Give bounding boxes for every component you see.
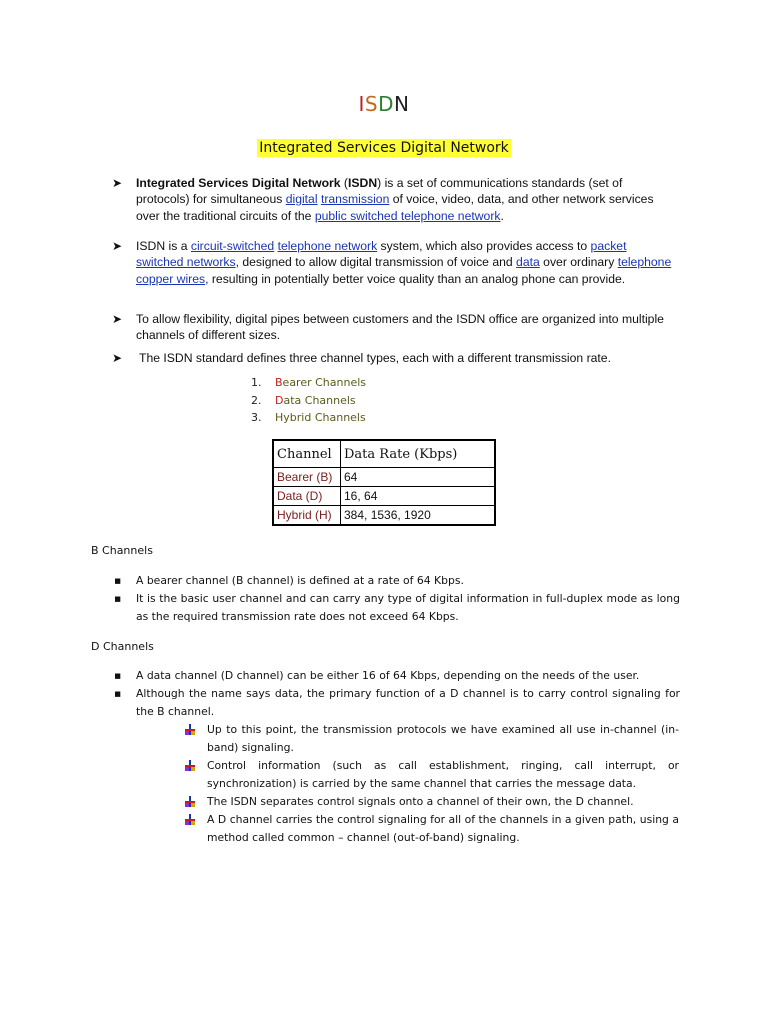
text-span: of voice, video, data, and other network services over the traditional circuits of the [136,192,654,223]
channel-name: ata Channels [283,393,356,407]
table-cell-channel: Hybrid (H) [273,506,341,526]
four-color-bullet-icon [185,796,195,807]
sub-list-item-text: A D channel carries the control signaling for all of the channels in a given path, using a method called common – channel (out-of-band) signaling. [207,813,679,844]
b-channels-heading: B Channels [91,544,153,557]
link-data[interactable]: data [516,255,540,270]
sub-list-item-text: The ISDN separates control signals onto a channel of their own, the D channel. [207,795,634,808]
list-item-text: Although the name says data, the primary function of a D channel is to carry control signaling for the B channel. [136,687,680,718]
arrow-bullet-icon: ➤ [112,176,123,190]
title-letter-s: S [364,92,379,116]
sub-list-item-text: Control information (such as call establishment, ringing, call interrupt, or synchronization) is carried by the same channel that carries the message data. [207,759,679,790]
square-bullet-icon: ▪ [114,574,122,587]
link-circuit-switched[interactable]: circuit-switched [190,239,275,253]
title-letter-i: I [358,92,365,116]
bold-term: Integrated Services Digital Network [136,176,341,190]
title-letter-n: N [394,92,410,116]
sub-list-item [183,757,679,793]
intro-paragraph-2 [136,238,672,287]
table-cell-rate: 64 [341,468,496,487]
intro-paragraph-4: The ISDN standard defines three channel types, each with a different transmission rate. [139,351,611,365]
link-digital[interactable]: digital [285,192,318,207]
bold-term: ISDN [348,176,378,190]
square-bullet-icon: ▪ [114,592,122,605]
table-header-channel: Channel [273,440,341,468]
list-item-text: It is the basic user channel and can carry any type of digital information in full-duplex mode as long as the required transmission rate does not exceed 64 Kbps. [136,592,680,623]
text-span: ( [340,176,348,190]
list-item [112,590,680,626]
text-span: , resulting in potentially better voice quality than an analog phone can provide. [205,271,626,286]
sub-list-item [183,793,679,811]
arrow-bullet-icon: ➤ [112,239,123,253]
document-title [0,92,768,116]
data-rate-table [272,439,496,526]
link-telephone-network[interactable]: telephone network [277,239,378,253]
link-copper-wires[interactable]: telephone copper wires [136,255,672,286]
intro-paragraph-1 [136,175,672,224]
b-channels-list [112,572,680,626]
sub-list-item [183,721,679,757]
subtitle-highlight: Integrated Services Digital Network [259,140,509,156]
list-number: 2. [251,393,262,407]
table-cell-rate: 384, 1536, 1920 [341,506,496,526]
list-number: 1. [251,376,262,389]
intro-item-3 [112,311,672,344]
channel-type-item [251,392,366,410]
title-letter-d: D [378,92,395,116]
table-cell-channel: Bearer (B) [273,468,341,487]
d-channels-list [112,667,680,721]
intro-item-1 [112,175,672,224]
channel-initial: D [275,393,284,407]
link-pstn[interactable]: public switched telephone network [314,208,501,223]
list-item [112,685,680,721]
list-item [112,667,680,685]
sub-list-item-text: Up to this point, the transmission protocols we have examined all use in-channel (in-band) signaling. [207,723,679,754]
arrow-bullet-icon: ➤ [112,351,123,365]
arrow-bullet-icon: ➤ [112,312,123,326]
sub-list-item [183,811,679,847]
four-color-bullet-icon [185,760,195,771]
four-color-bullet-icon [185,724,195,735]
square-bullet-icon: ▪ [114,687,122,700]
text-span: . [500,208,504,223]
text-span: ) is a set of communications standards (set of protocols) for simultaneous [136,176,623,207]
d-channels-heading: D Channels [91,640,154,653]
d-channels-sublist [183,721,679,847]
intro-item-4 [112,350,672,366]
table-row [273,487,495,506]
channel-name: earer Channels [282,376,367,389]
channel-initial: B [275,376,283,389]
channel-name: ybrid Channels [283,411,366,424]
table-cell-rate: 16, 64 [341,487,496,506]
square-bullet-icon: ▪ [114,669,122,682]
channel-initial: H [275,411,284,424]
list-item [112,572,680,590]
text-span: , designed to allow digital transmission of voice and [235,255,517,270]
text-span: ISDN is a [136,239,191,253]
link-transmission[interactable]: transmission [320,192,390,207]
link-packet-switched[interactable]: packet switched networks [136,239,627,270]
intro-paragraph-3: To allow flexibility, digital pipes between customers and the ISDN office are organized into multiple channels of different sizes. [136,312,664,343]
text-span: over ordinary [539,255,618,270]
channel-type-item [251,374,366,392]
table-row [273,468,495,487]
four-color-bullet-icon [185,814,195,825]
channel-type-item [251,409,366,427]
list-number: 3. [251,411,262,424]
table-header-row [273,440,495,468]
table-cell-channel: Data (D) [273,487,341,506]
text-span: system, which also provides access to [377,239,591,253]
list-item-text: A bearer channel (B channel) is defined at a rate of 64 Kbps. [136,574,464,587]
channel-types-list [251,374,366,427]
intro-item-2 [112,238,672,287]
table-row [273,506,495,526]
document-subtitle [0,139,768,157]
table-header-rate: Data Rate (Kbps) [341,440,496,468]
list-item-text: A data channel (D channel) can be either 16 of 64 Kbps, depending on the needs of the user. [136,669,640,682]
